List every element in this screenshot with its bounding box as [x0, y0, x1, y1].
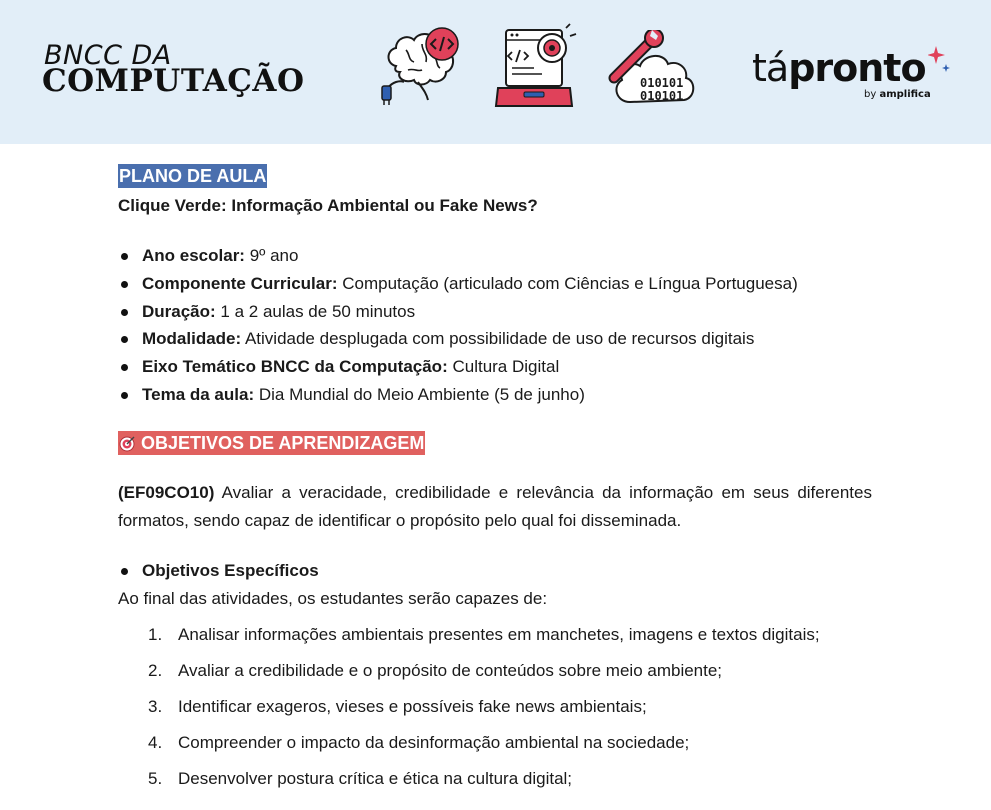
binary-line-1: 010101	[640, 76, 684, 90]
objetivos-label-text: OBJETIVOS DE APRENDIZAGEM	[141, 432, 425, 453]
info-value: Computação (articulado com Ciências e Língua Portuguesa)	[337, 273, 798, 293]
info-value: 1 a 2 aulas de 50 minutos	[215, 301, 416, 321]
info-label: Tema da aula:	[142, 384, 255, 404]
list-item	[118, 270, 878, 298]
list-item	[118, 765, 878, 792]
info-value: Dia Mundial do Meio Ambiente (5 de junho)	[254, 384, 585, 404]
logo-light-text: tá	[752, 46, 789, 90]
info-label: Ano escolar:	[142, 246, 245, 265]
section-label-objetivos	[118, 431, 425, 455]
objectives-heading	[118, 431, 878, 455]
bncc-skill-paragraph	[118, 479, 872, 535]
logo-by: by	[864, 89, 877, 100]
section-label-plano-de-aula: PLANO DE AULA	[119, 166, 267, 186]
page-header	[0, 0, 991, 144]
lesson-info-list	[118, 242, 878, 409]
list-item	[118, 298, 878, 326]
item-text: Avaliar a credibilidade e o propósito de conteúdos sobre meio ambiente;	[178, 660, 723, 680]
list-item	[118, 325, 878, 353]
lesson-plan-document	[118, 164, 878, 801]
list-item	[118, 242, 878, 270]
brain-code-icon	[378, 26, 468, 110]
brand-title-bottom: COMPUTAÇÃO	[42, 63, 305, 99]
item-number: 1.	[148, 624, 163, 644]
info-label: Eixo Temático BNCC da Computação:	[142, 357, 448, 377]
target-icon	[119, 436, 135, 452]
item-number: 3.	[148, 696, 163, 716]
logo-byline	[864, 89, 931, 100]
list-item	[118, 381, 878, 409]
brand-title-top: BNCC DA	[44, 40, 172, 71]
item-number: 4.	[148, 732, 163, 752]
info-label: Duração:	[142, 301, 216, 321]
ta-pronto-logo	[752, 46, 926, 90]
laptop-eye-code-icon	[494, 22, 580, 112]
info-label: Componente Curricular:	[142, 273, 338, 293]
item-text: Analisar informações ambientais presentes em manchetes, imagens e textos digitais;	[178, 624, 820, 644]
logo-by-brand: amplifica	[879, 89, 931, 100]
skill-description: Avaliar a veracidade, credibilidade e relevância da informação em seus diferentes formatos, sendo capaz de identificar o propósito pelo qual foi disseminada.	[118, 482, 872, 530]
info-value: Cultura Digital	[447, 357, 560, 377]
specific-objectives-title: Objetivos Específicos	[118, 557, 878, 585]
list-item	[118, 621, 878, 648]
item-number: 2.	[148, 660, 163, 680]
item-number: 5.	[148, 768, 163, 788]
objectives-intro: Ao final das atividades, os estudantes serão capazes de:	[118, 588, 548, 608]
list-item	[118, 657, 878, 684]
binary-line-2: 010101	[640, 89, 684, 103]
item-text: Identificar exageros, vieses e possíveis fake news ambientais;	[178, 696, 647, 716]
logo-bold-text: pronto	[788, 46, 926, 90]
item-text: Desenvolver postura crítica e ética na cultura digital;	[178, 768, 573, 788]
wrench-cloud-binary-icon	[606, 30, 702, 110]
list-item	[118, 693, 878, 720]
objectives-list	[118, 621, 878, 792]
skill-code: (EF09CO10)	[118, 482, 215, 502]
info-value: 9º ano	[244, 246, 299, 265]
info-value: Atividade desplugada com possibilidade de uso de recursos digitais	[241, 329, 755, 349]
list-item	[118, 729, 878, 756]
lesson-title: Clique Verde: Informação Ambiental ou Fake News?	[118, 196, 538, 215]
list-item	[118, 353, 878, 381]
info-label: Modalidade:	[142, 329, 242, 349]
sparkle-icon	[928, 46, 954, 76]
item-text: Compreender o impacto da desinformação ambiental na sociedade;	[178, 732, 690, 752]
